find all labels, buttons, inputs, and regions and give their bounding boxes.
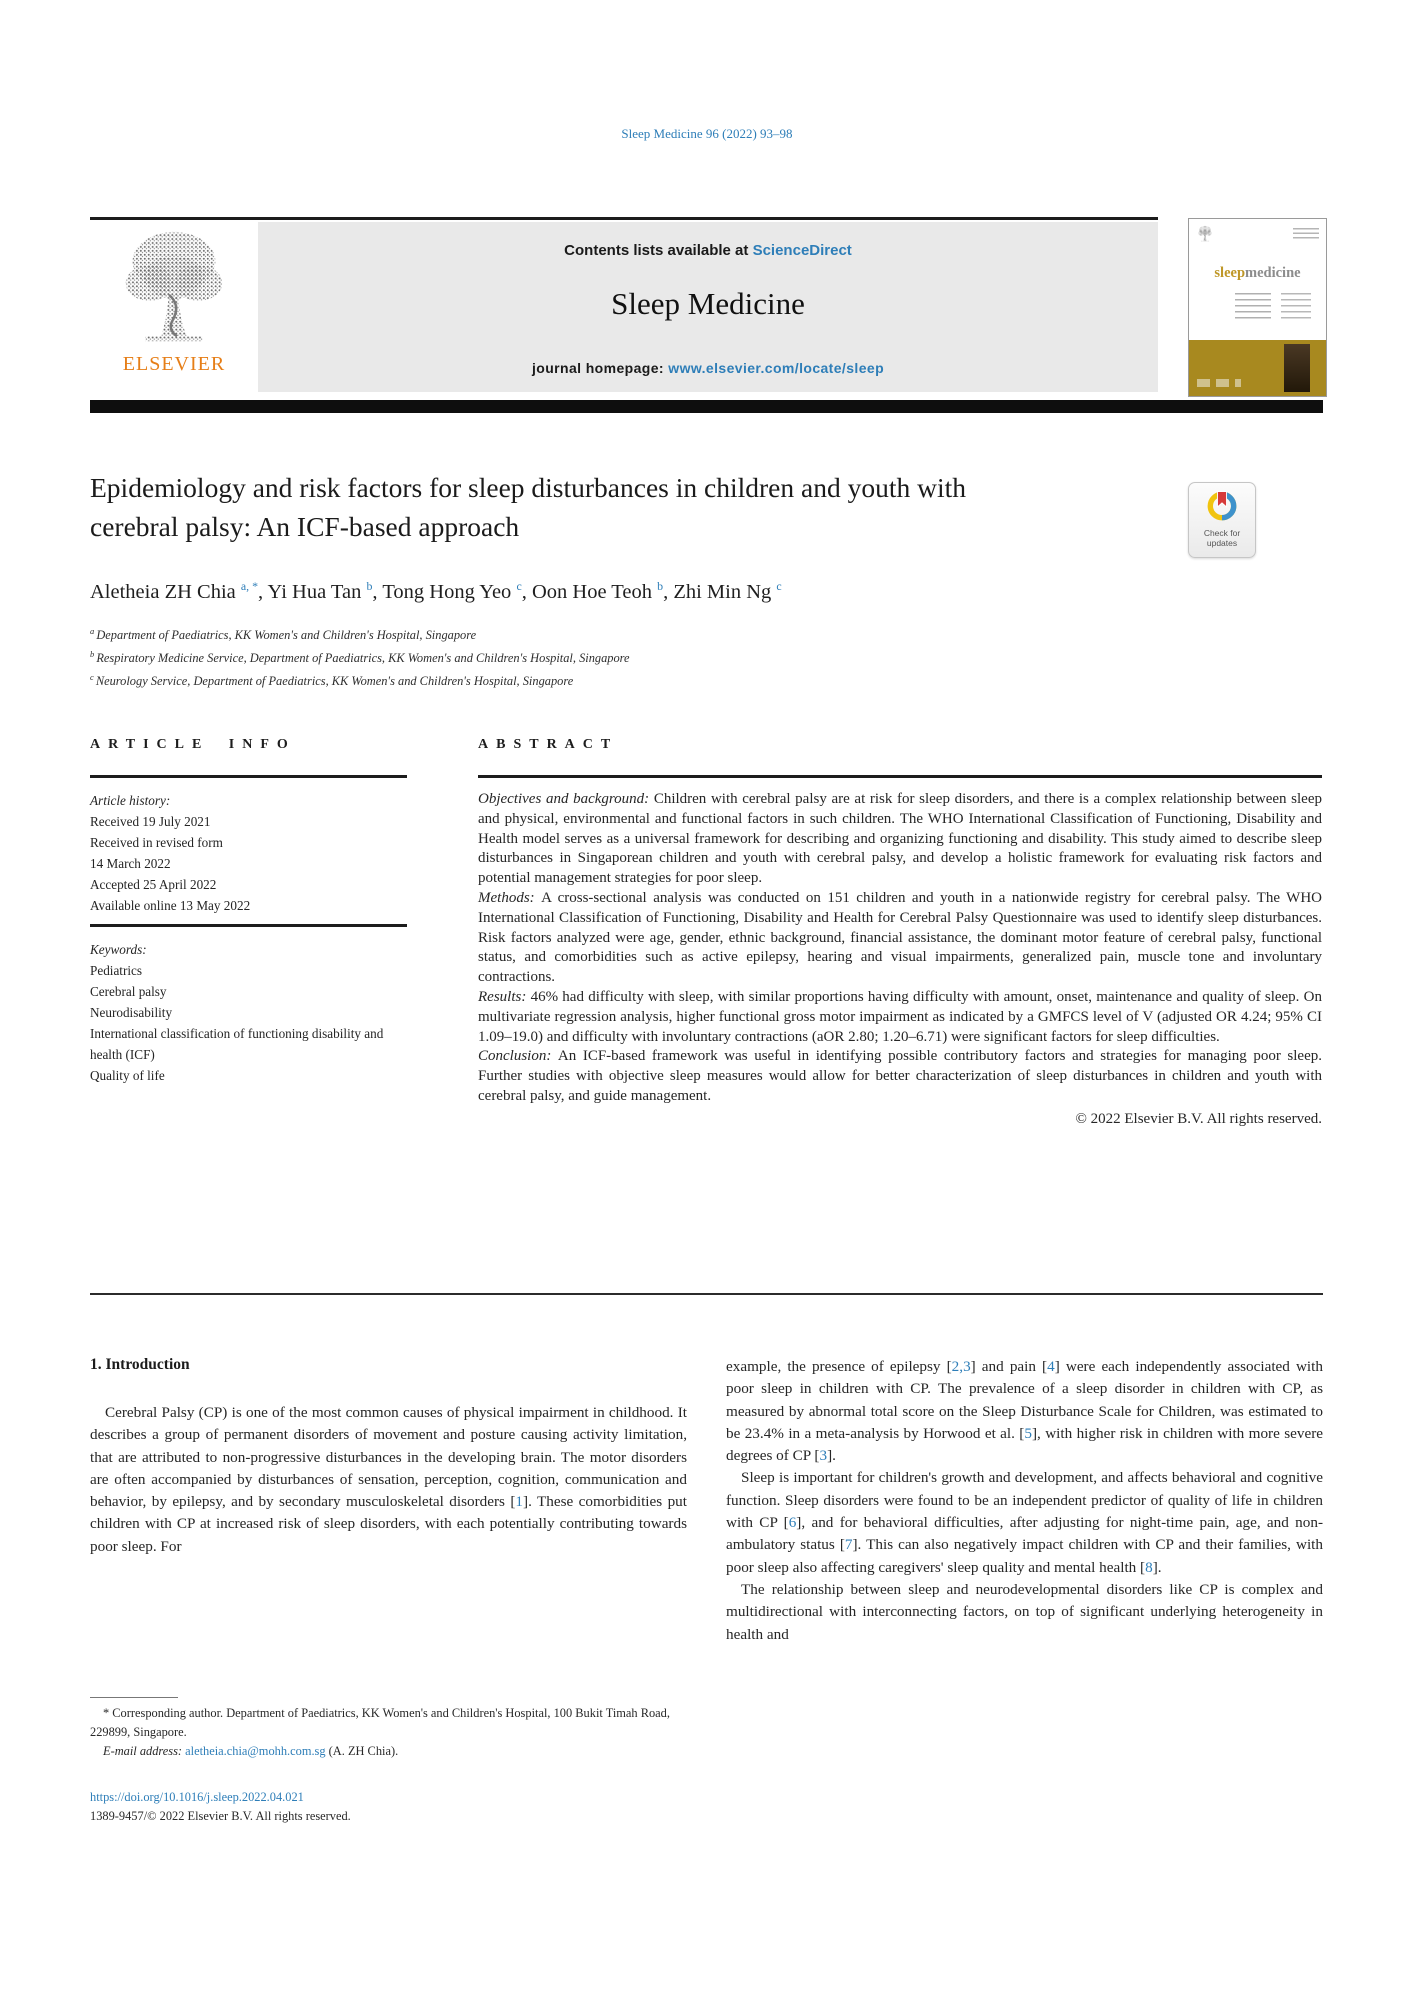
keyword-item: Pediatrics [90,963,143,978]
cover-photo [1284,344,1310,392]
affiliation-text: Respiratory Medicine Service, Department of Paediatrics, KK Women's and Children's Hospital, Singapore [96,651,630,666]
elsevier-logo-text: ELSEVIER [122,353,226,375]
history-line: Received 19 July 2021 [90,814,211,829]
keywords-list [90,960,390,1086]
citation-ref[interactable]: 2,3 [951,1358,971,1375]
citation-ref[interactable]: 1 [515,1493,524,1511]
paragraph [726,1579,1323,1646]
cover-title-medicine: medicine [1245,265,1301,281]
cover-text-lines [1281,293,1311,321]
check-updates-label: Check for updates [1203,528,1241,548]
divider [478,775,1322,778]
text-segment: example, the presence of epilepsy [ [726,1358,952,1375]
text-segment: A cross-sectional analysis was conducted on 151 children and youth in a nationwide registry for cerebral palsy. The WHO International Classification of Functioning, Disability and Health for Cerebral Palsy Questionnaire was used to identify sleep disturbances. Risk factors analyzed were age, gender, ethnic background, financial assistance, the dominant motor feature of cerebral palsy, functional status, and comorbidities such as active epilepsy, hearing and visual impairments, generalized pain, muscle tone and involuntary contractions. [478,889,1322,986]
author-name: Yi Hua Tan [267,580,367,603]
citation-ref[interactable]: 7 [844,1536,853,1554]
text-segment: Sleep is important for children's growth and development, and affects behavioral and cognitive function. Sleep disorders were found to be an independent predictor of quality of life in children with CP [ [726,1469,1323,1532]
text-segment: Children with cerebral palsy are at risk for sleep disorders, and there is a complex relationship between sleep and physical, environmental and functional factors in such children. The WHO International Classification of Functioning, Disability and Health model serves as a universal framework for describing and organizing functioning and disability. This study aimed to describe sleep disturbances in Singaporean children and youth with cerebral palsy, and develop a holistic framework for evaluating risk factors and potential management strategies for poor sleep. [478,791,1322,887]
email-link[interactable]: aletheia.chia@mohh.com.sg [185,1744,326,1758]
author-affiliation-sup: c [776,579,782,593]
affiliation-text: Neurology Service, Department of Paediatrics, KK Women's and Children's Hospital, Singapore [95,673,574,688]
author-name: Zhi Min Ng [673,580,777,603]
intro-heading: 1. Introduction [90,1356,190,1373]
text-segment: Methods: [478,889,542,906]
header-divider-bar [90,400,1323,413]
elsevier-tree-icon [119,226,229,352]
affiliation-text: Department of Paediatrics, KK Women's and Children's Hospital, Singapore [96,628,477,643]
paragraph [726,1467,1323,1578]
keyword-item: International classification of functioning disability and health (ICF) [90,1026,384,1062]
abstract-text [478,790,1322,1130]
author-name: Aletheia ZH Chia [90,580,241,603]
authors-line: Aletheia ZH Chia $^{a, *}$, Yi Hua Tan $^b$, Tong Hong Yeo $^c$, Oon Hoe Teoh $^b$, Zhi Min Ng $^c$ [90,579,782,603]
affiliation-sup: a [90,626,97,636]
text-segment: ]. This can also negatively impact children with CP and their families, with poor sleep also affecting caregivers' sleep quality and mental health [ [726,1536,1323,1576]
footnote-block [90,1704,690,1761]
article-history-list [90,811,395,916]
text-segment: (A. ZH Chia). [325,1744,399,1758]
sciencedirect-link[interactable]: ScienceDirect [752,242,852,259]
text-segment: The relationship between sleep and neurodevelopmental disorders like CP is complex and multidirectional with interconnecting factors, on top of significant underlying heterogeneity in health and [726,1580,1323,1643]
homepage-line [258,360,1158,376]
affiliation-item [90,645,990,668]
article-history-label: Article history: [90,793,171,808]
author-name: Tong Hong Yeo [382,580,517,603]
text-segment: Objectives and background: [478,791,654,807]
cover-issue-info [1293,228,1319,239]
affiliation-item [90,622,990,645]
paragraph [478,790,1322,889]
footnote-divider [90,1697,178,1698]
history-line: Received in revised form [90,835,223,850]
author-affiliation-sup: b [366,579,373,593]
affiliation-item [90,668,990,691]
section-divider [90,1293,1323,1295]
text-segment: ] were each independently associated with poor sleep in children with CP. The prevalence of a sleep disorder in children with CP, as measured by abnormal total score on the Sleep Disturbance Scale for Children, was estimated to be 23.4% in a meta-analysis by Horwood et al. [ [726,1358,1323,1442]
paragraph [726,1356,1323,1467]
keyword-item: Cerebral palsy [90,984,167,999]
copyright-line: © 2022 Elsevier B.V. All rights reserved. [1075,1110,1322,1127]
divider [90,775,407,778]
history-line: Available online 13 May 2022 [90,898,251,913]
text-segment: ], with higher risk in children with more severe degrees of CP [ [726,1424,1324,1465]
history-line: 14 March 2022 [90,856,171,871]
affiliation-sup: c [90,671,96,682]
journal-header-box [258,222,1158,392]
paragraph [90,1402,687,1558]
contents-line [258,242,1158,259]
paragraph [478,988,1322,1047]
article-title: Epidemiology and risk factors for sleep disturbances in children and youth with cerebral palsy: An ICF-based approach [90,472,966,542]
check-updates-badge[interactable] [1188,482,1256,558]
update-ring-icon [1204,488,1240,524]
author-name: Oon Hoe Teoh [531,580,658,603]
author-affiliation-sup: a, * [240,579,259,593]
text-segment: ]. These comorbidities put children with CP at increased risk of sleep disorders, with each potentially contributing towards poor sleep. For [90,1493,687,1555]
abstract-heading: ABSTRACT [478,737,619,752]
divider [90,924,407,927]
text-segment: Results: [478,988,531,1005]
keywords-block [90,939,390,1086]
paragraph [478,1047,1322,1106]
text-segment: ]. [1152,1558,1162,1576]
journal-title: Sleep Medicine [611,286,805,321]
contents-prefix: Contents lists available at [564,242,753,259]
cover-title-sleep: sleep [1214,265,1246,281]
doi-link[interactable]: https://doi.org/10.1016/j.sleep.2022.04.021 [90,1790,304,1804]
intro-right-column [726,1356,1323,1646]
keyword-item: Quality of life [90,1068,165,1083]
article-history [90,790,395,916]
cover-tree-icon [1197,225,1213,243]
text-segment: An ICF-based framework was useful in identifying possible contributory factors and strategies for managing poor sleep. Further studies with objective sleep measures would allow for better characterization of sleep disturbances in children and youth with cerebral palsy, and guide management. [478,1048,1322,1104]
affiliation-sup: b [90,648,97,659]
paragraph [478,889,1322,988]
keywords-label: Keywords: [90,942,147,957]
affiliations [90,622,990,691]
cover-publisher-marks [1197,379,1241,387]
citation-ref[interactable]: 6 [788,1514,797,1532]
intro-left-column [90,1402,687,1558]
article-info-heading: ARTICLE INFO [90,737,296,752]
cover-masthead [1189,265,1326,282]
homepage-prefix: journal homepage: [531,360,669,376]
issn-line: 1389-9457/© 2022 Elsevier B.V. All rights reserved. [90,1809,351,1823]
corresponding-author-note: * Corresponding author. Department of Paediatrics, KK Women's and Children's Hospital, 100 Bukit Timah Road, 229899, Singapore. [90,1706,670,1739]
elsevier-logo[interactable] [90,224,258,392]
text-segment: Cerebral Palsy (CP) is one of the most common causes of physical impairment in childhood. It describes a group of permanent disorders of movement and posture causing activity limitation, that are attributed to non-progressive disturbances in the developing brain. The motor disorders are often accompanied by disturbances of sensation, perception, cognition, communication and behavior, by epilepsy, and by secondary musculoskeletal disorders [ [90,1404,687,1511]
text-segment: 46% had difficulty with sleep, with similar proportions having difficulty with amount, onset, maintenance and quality of sleep. On multivariate regression analysis, higher functional gross motor impairment as indicated by a GMFCS level of V (adjusted OR 4.24; 95% CI 1.09–19.0) and difficulty with involuntary contractions (aOR 2.80; 1.20–6.71) were significant factors for sleep difficulties. [478,988,1323,1045]
citation-ref[interactable]: 3 [819,1447,828,1465]
citation-ref[interactable]: 4 [1047,1358,1055,1375]
keyword-item: Neurodisability [90,1005,173,1020]
cover-art-band [1189,340,1326,396]
email-line [90,1742,690,1761]
journal-citation[interactable]: Sleep Medicine 96 (2022) 93–98 [621,126,793,141]
text-segment: ] and pain [ [970,1358,1048,1375]
abstract-paragraphs [478,790,1322,1107]
text-segment: E-mail address: [103,1744,186,1758]
history-line: Accepted 25 April 2022 [90,877,217,892]
text-segment: ]. [827,1447,836,1465]
author-affiliation-sup: c [516,579,522,593]
text-segment: ], and for behavioral difficulties, after adjusting for night-time pain, age, and non-ambulatory status [ [726,1514,1324,1554]
header-top-rule [90,217,1158,220]
citation-ref[interactable]: 8 [1145,1558,1153,1576]
homepage-link[interactable]: www.elsevier.com/locate/sleep [668,360,885,376]
cover-text-lines [1235,293,1271,321]
author-affiliation-sup: b [657,579,664,593]
text-segment: Conclusion: [478,1048,558,1065]
journal-cover-thumbnail[interactable] [1188,218,1327,397]
citation-ref[interactable]: 5 [1024,1424,1032,1442]
